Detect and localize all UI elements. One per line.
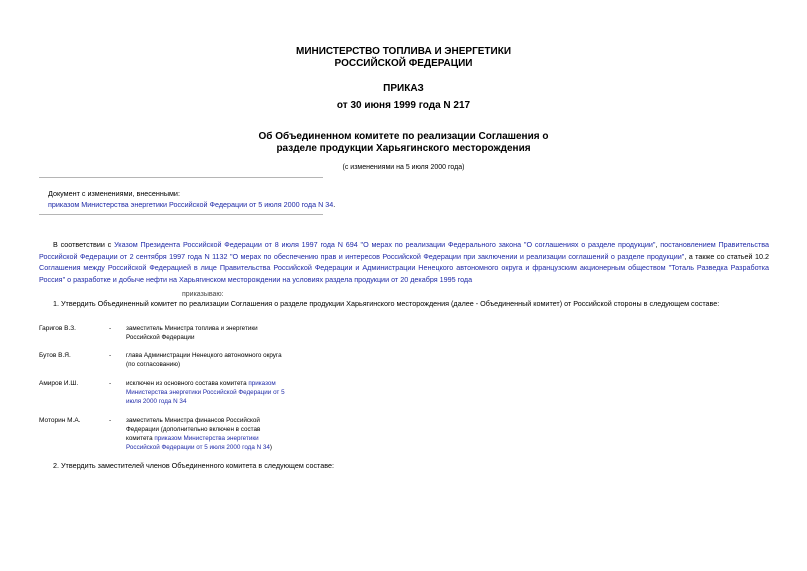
member-position: заместитель Министра топлива и энергетики Российской Федерации	[126, 325, 258, 341]
divider-top	[39, 177, 323, 178]
member-amendment-link[interactable]: приказом Министерства энергетики Российской Федерации от 5 июля 2000 года N 34	[126, 435, 270, 451]
member-dash: -	[109, 417, 112, 424]
ministry-title-line2: РОССИЙСКОЙ ФЕДЕРАЦИИ	[334, 58, 473, 69]
ministry-title-line1: МИНИСТЕРСТВО ТОПЛИВА И ЭНЕРГЕТИКИ	[295, 46, 512, 57]
member-amendment-link[interactable]: приказом Министерства энергетики Российской Федерации от 5 июля 2000 года N 34	[126, 380, 285, 405]
preamble-paragraph: В соответствии с Указом Президента Российской Федерации от 8 июля 1997 года N 694 "О мерах по реализации Федерального закона "О соглашениях о разделе продукции", постановлением Правительства Российской Федерации от 2 сентября 1997 года N 1132 "О мерах по обеспечению прав и интересов Российской Федерации при заключении и реализации соглашений о разделе продукции", а также со статьей 10.2 Соглашения между Российской Федерацией в лице Правительства Российской Федерации и Администрации Ненецкого автономного округа и французским акционерным обществом "Тоталь Разведка Разработка Россия" о разработке и добыче нефти на Харьягинском месторождении на условиях раздела продукции от 20 декабря 1995 года	[39, 240, 769, 284]
member-dash: -	[109, 380, 112, 387]
document-subject-line1: Об Объединенном комитете по реализации Соглашения о	[258, 131, 549, 142]
member-position: исключен из основного состава комитета приказом Министерства энергетики Российской Федерации от 5 июля 2000 года N 34	[126, 380, 285, 405]
amendment-box-reference: приказом Министерства энергетики Российской Федерации от 5 июля 2000 года N 34.	[48, 200, 336, 209]
member-name: Моторин М.А.	[39, 417, 81, 424]
member-dash: -	[109, 352, 112, 359]
member-name: Бутов В.Я.	[39, 352, 71, 359]
member-position: глава Администрации Ненецкого автономного округа (по согласованию)	[126, 352, 282, 368]
government-resolution-link[interactable]: постановлением Правительства Российской Федерации от 2 сентября 1997 года N 1132 "О мерах по обеспечению прав и интересов Российской Федерации при заключении и реализации соглашений о разделе продукции"	[39, 240, 769, 261]
presidential-decree-link[interactable]: Указом Президента Российской Федерации от 8 июля 1997 года N 694 "О мерах по реализации Федерального закона "О соглашениях о разделе продукции"	[114, 240, 656, 249]
amendment-box-label: Документ с изменениями, внесенными:	[48, 189, 180, 198]
divider-bottom	[39, 214, 323, 215]
amendment-order-link[interactable]: приказом Министерства энергетики Российской Федерации от 5 июля 2000 года N 34	[48, 200, 334, 209]
document-subject-line2: разделе продукции Харьягинского месторождения	[276, 143, 531, 154]
member-dash: -	[109, 325, 112, 332]
member-position: заместитель Министра финансов Российской Федерации (дополнительно включен в состав комитета приказом Министерства энергетики Российской Федерации от 5 июля 2000 года N 34)	[126, 417, 273, 451]
amendment-note: (с изменениями на 5 июля 2000 года)	[342, 164, 465, 171]
order-word: приказываю:	[182, 291, 224, 298]
agreement-link[interactable]: Соглашения между Российской Федерацией в лице Правительства Российской Федерации и Администрации Ненецкого автономного округа и французским акционерным обществом "Тоталь Разведка Разработка Россия" о разработке и добыче нефти на Харьягинском месторождении на условиях раздела продукции от 20 декабря 1995 года	[39, 263, 769, 284]
document-type: ПРИКАЗ	[383, 83, 424, 94]
item-2-text: 2. Утвердить заместителей членов Объединенного комитета в следующем составе:	[53, 461, 334, 470]
member-name: Гаригов В.З.	[39, 325, 76, 332]
document-date-number: от 30 июня 1999 года N 217	[336, 100, 471, 111]
item-1-text: 1. Утвердить Объединенный комитет по реализации Соглашения о разделе продукции Харьягинского месторождения (далее - Объединенный комитет) от Российской стороны в следующем составе:	[53, 299, 720, 308]
member-name: Амиров И.Ш.	[39, 380, 79, 387]
